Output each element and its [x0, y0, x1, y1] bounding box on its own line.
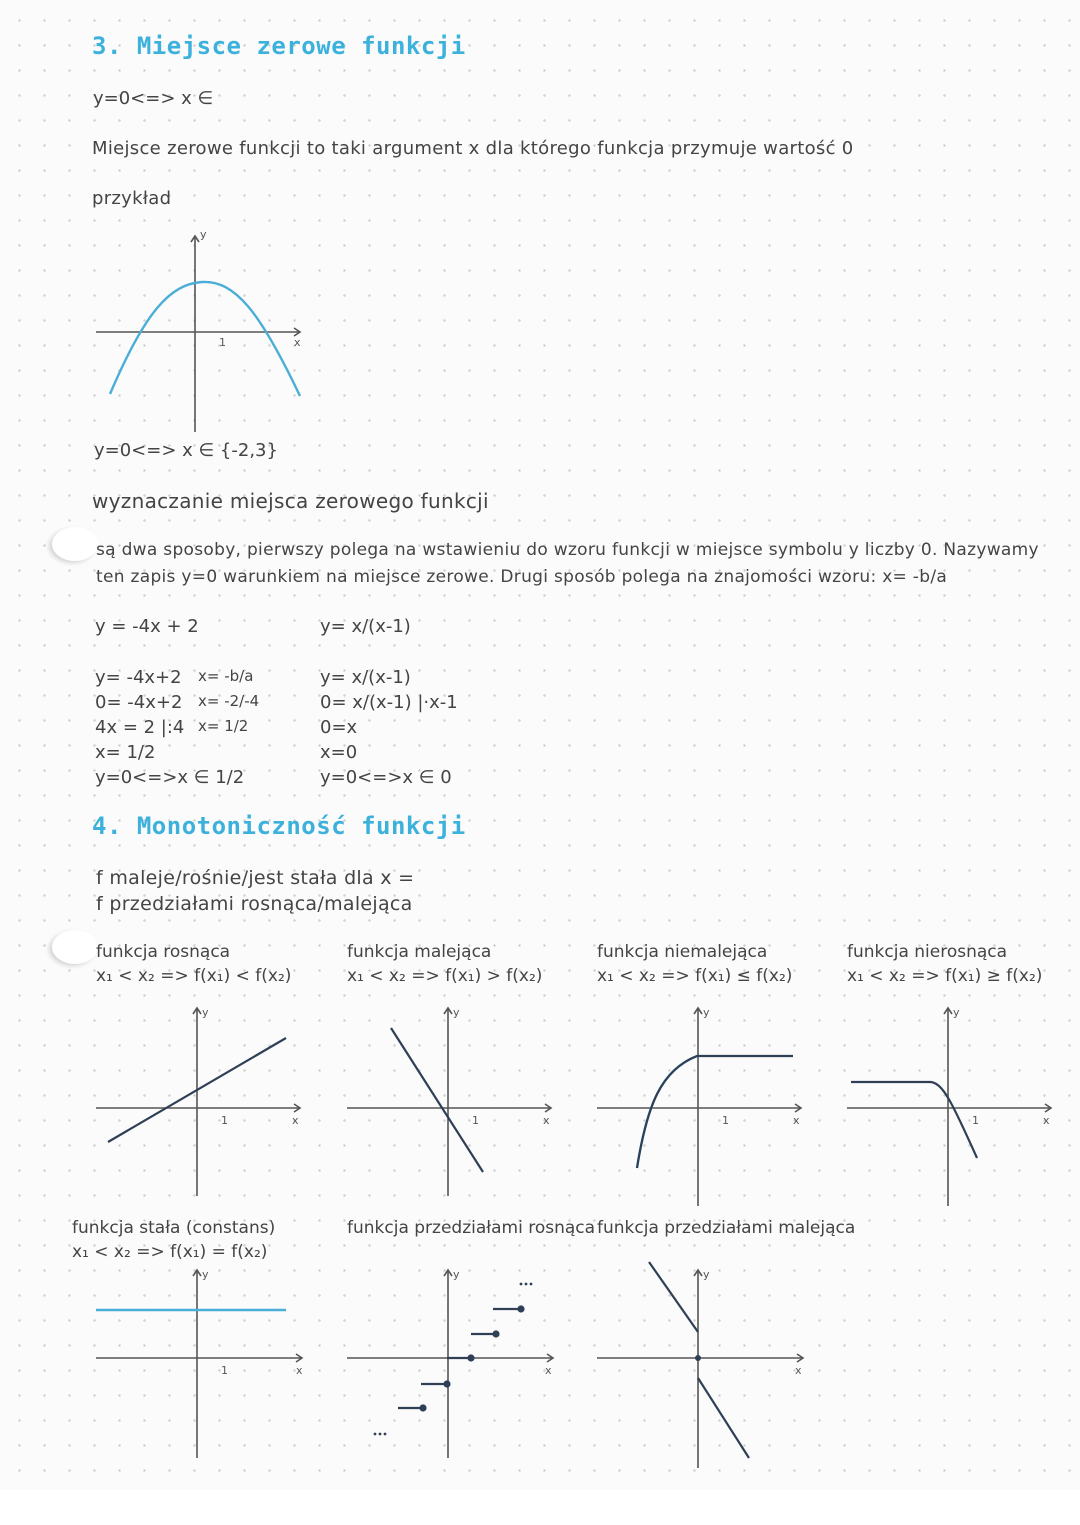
type-name-piecewise-decreasing: funkcja przedziałami malejąca [597, 1218, 856, 1238]
graph-nondecreasing [593, 1000, 808, 1210]
tick-one: 1 [972, 1114, 979, 1127]
monotonic-line-1: f maleje/rośnie/jest stała dla x = [96, 867, 415, 889]
origin-point [695, 1355, 701, 1361]
example-label: przykład [92, 188, 172, 209]
tick-one: 1 [221, 1364, 228, 1377]
nondecreasing-line [637, 1056, 793, 1168]
graph-decreasing [343, 1000, 558, 1200]
punch-hole [52, 527, 98, 561]
ex1-step: x= 1/2 [95, 742, 156, 763]
type-rule-decreasing: x₁ < x₂ => f(x₁) > f(x₂) [347, 966, 543, 986]
type-rule-nondecreasing: x₁ < x₂ => f(x₁) ≤ f(x₂) [597, 966, 793, 986]
type-name-nondecreasing: funkcja niemalejąca [597, 942, 768, 962]
y-label: y [202, 1006, 209, 1019]
y-label: y [202, 1268, 209, 1281]
decreasing-line [391, 1028, 483, 1172]
method-line-2: ten zapis y=0 warunkiem na miejsce zerowe. Drugi sposób polega na znajomości wzoru: x= -b/a [96, 567, 948, 587]
graph-piecewise-decreasing [593, 1262, 813, 1472]
nonincreasing-line [851, 1082, 977, 1158]
decreasing-part-1 [649, 1262, 698, 1332]
method-line-1: są dwa sposoby, pierwszy polega na wstawieniu do wzoru funkcji w miejsce symbolu y liczby 0. Nazywamy [96, 540, 1039, 560]
type-rule-constant: x₁ < x₂ => f(x₁) = f(x₂) [72, 1242, 268, 1262]
parabola-curve [110, 282, 300, 396]
tick-one: 1 [219, 336, 226, 349]
y-label: y [703, 1006, 710, 1019]
x-label: x [1043, 1114, 1050, 1127]
ex2-formula: y= x/(x-1) [320, 616, 411, 637]
tick-one: 1 [221, 1114, 228, 1127]
section-4-title: 4. Monotoniczność funkcji [92, 812, 466, 840]
x-label: x [296, 1364, 303, 1377]
type-rule-nonincreasing: x₁ < x₂ => f(x₁) ≥ f(x₂) [847, 966, 1043, 986]
x-label: x [795, 1364, 802, 1377]
y-label: y [703, 1268, 710, 1281]
y-label: y [200, 228, 207, 241]
monotonic-line-2: f przedziałami rosnąca/malejąca [96, 893, 413, 915]
x-label: x [793, 1114, 800, 1127]
x-label: x [294, 336, 301, 349]
decreasing-part-2 [698, 1378, 749, 1458]
ex2-step: y= x/(x-1) [320, 667, 411, 688]
section-3-title: 3. Miejsce zerowe funkcji [92, 32, 466, 60]
zero-notation: y=0<=> x ∈ [93, 88, 214, 109]
tick-one: 1 [722, 1114, 729, 1127]
graph-piecewise-increasing [343, 1262, 563, 1462]
type-rule-increasing: x₁ < x₂ => f(x₁) < f(x₂) [96, 966, 292, 986]
ex2-step: 0= x/(x-1) |·x-1 [320, 692, 458, 713]
y-label: y [953, 1006, 960, 1019]
example-result: y=0<=> x ∈ {-2,3} [94, 440, 278, 461]
y-label: y [453, 1006, 460, 1019]
type-name-nonincreasing: funkcja nierosnąca [847, 942, 1008, 962]
punch-hole [52, 930, 98, 964]
ex1-formula: y = -4x + 2 [95, 616, 199, 637]
ex1-alt: x= -b/a [198, 667, 254, 685]
type-name-constant: funkcja stała (constans) [72, 1218, 276, 1238]
y-label: y [453, 1268, 460, 1281]
x-label: x [543, 1114, 550, 1127]
scan-margin [0, 1490, 1080, 1525]
ex2-step: 0=x [320, 717, 358, 738]
parabola-graph [90, 222, 320, 437]
ex1-step: 0= -4x+2 [95, 692, 183, 713]
ex1-step: y= -4x+2 [95, 667, 182, 688]
graph-constant [92, 1262, 312, 1462]
type-name-piecewise-increasing: funkcja przedziałami rosnąca [347, 1218, 596, 1238]
ex1-step: 4x = 2 |:4 [95, 717, 185, 738]
ex1-alt: x= 1/2 [198, 717, 249, 735]
nondecreasing-curve [637, 1056, 697, 1168]
x-label: x [292, 1114, 299, 1127]
type-name-increasing: funkcja rosnąca [96, 942, 231, 962]
graph-nonincreasing [843, 1000, 1058, 1210]
ex1-alt: x= -2/-4 [198, 692, 260, 710]
definition-text: Miejsce zerowe funkcji to taki argument x dla którego funkcja przymuje wartość 0 [92, 138, 854, 159]
subheading-zero: wyznaczanie miejsca zerowego funkcji [92, 489, 489, 513]
graph-increasing [92, 1000, 307, 1200]
tick-one: 1 [472, 1114, 479, 1127]
type-name-decreasing: funkcja malejąca [347, 942, 492, 962]
x-label: x [545, 1364, 552, 1377]
ex2-result: y=0<=>x ∈ 0 [320, 767, 452, 788]
ex2-step: x=0 [320, 742, 358, 763]
ex1-result: y=0<=>x ∈ 1/2 [95, 767, 245, 788]
